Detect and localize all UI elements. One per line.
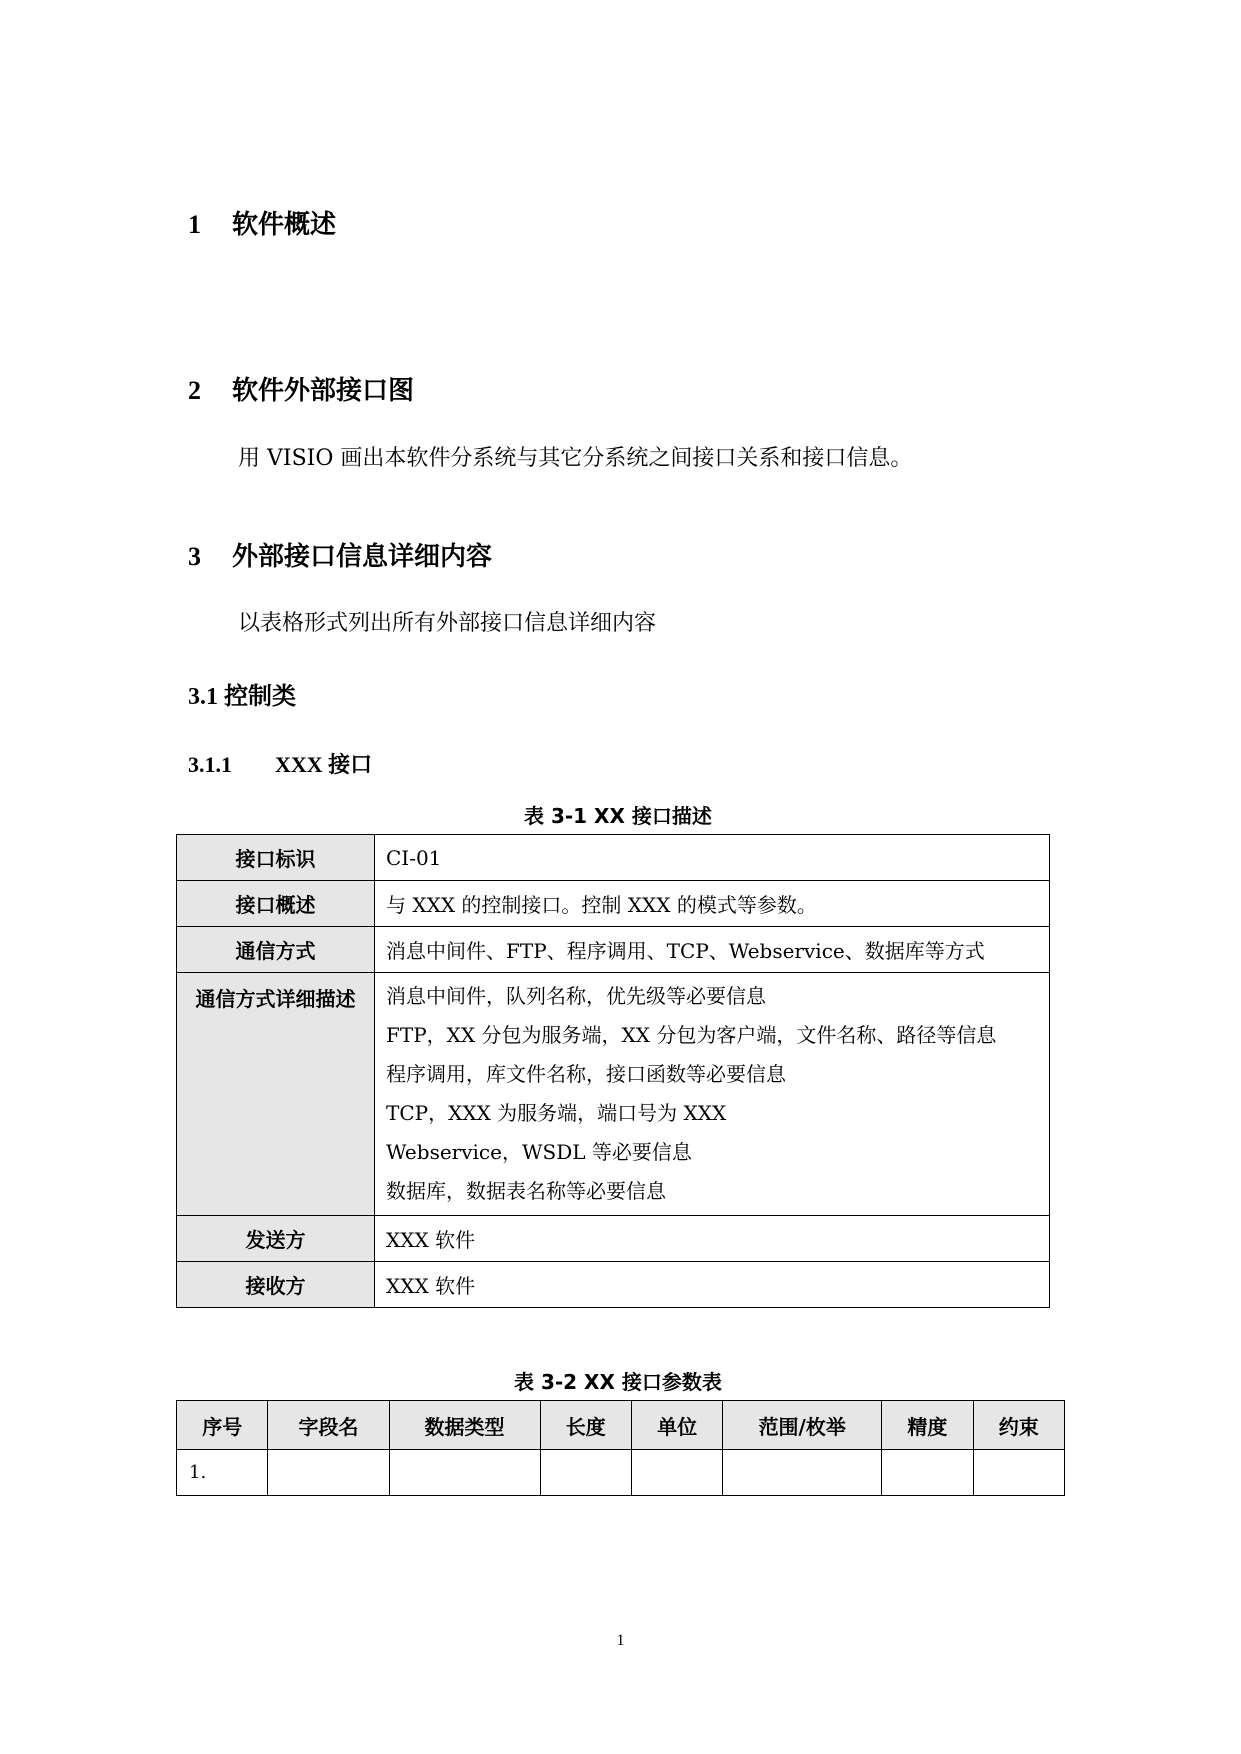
- heading-title: XXX 接口: [275, 752, 373, 777]
- heading-title: 控制类: [224, 682, 296, 710]
- heading-number: 3: [188, 542, 201, 571]
- table1-caption: 表 3-1 XX 接口描述: [524, 804, 712, 828]
- row-value: XXX 软件: [375, 1216, 1050, 1262]
- table-cell: 1.: [177, 1450, 268, 1496]
- row-key: 接口概述: [177, 881, 375, 927]
- column-header: 单位: [631, 1401, 722, 1450]
- row-value-multiline: [375, 973, 1050, 1216]
- row-value: CI-01: [375, 835, 1050, 881]
- heading-title: 外部接口信息详细内容: [232, 542, 493, 572]
- table-row: [177, 1450, 1065, 1496]
- column-header: 数据类型: [389, 1401, 540, 1450]
- row-key: 发送方: [177, 1216, 375, 1262]
- description-line: 程序调用，库文件名称，接口函数等必要信息: [386, 1062, 786, 1086]
- heading-number: 3.1: [188, 684, 218, 710]
- interface-description-table: [176, 834, 1050, 1308]
- heading-2: [188, 370, 414, 407]
- heading-number: 3.1.1: [188, 752, 232, 777]
- table-row: [177, 1216, 1050, 1262]
- row-key: 通信方式: [177, 927, 375, 973]
- row-key: 接口标识: [177, 835, 375, 881]
- column-header: 约束: [973, 1401, 1064, 1450]
- interface-parameter-table: [176, 1400, 1065, 1496]
- description-line: Webservice，WSDL 等必要信息: [386, 1140, 692, 1164]
- table-cell: [540, 1450, 631, 1496]
- table-cell: [389, 1450, 540, 1496]
- heading-title: 软件外部接口图: [232, 376, 415, 406]
- row-key: 接收方: [177, 1262, 375, 1308]
- column-header: 长度: [540, 1401, 631, 1450]
- table-cell: [723, 1450, 882, 1496]
- table-row: [177, 1262, 1050, 1308]
- row-key: 通信方式详细描述: [177, 973, 375, 1216]
- description-line: 数据库，数据表名称等必要信息: [386, 1179, 666, 1203]
- heading-3-1: [188, 676, 296, 711]
- column-header: 范围/枚举: [723, 1401, 882, 1450]
- table-cell: [973, 1450, 1064, 1496]
- table-cell: [882, 1450, 973, 1496]
- heading-number: 1: [188, 210, 201, 239]
- column-header: 序号: [177, 1401, 268, 1450]
- heading-3-1-1: [188, 748, 372, 779]
- row-value: 消息中间件、FTP、程序调用、TCP、Webservice、数据库等方式: [375, 927, 1050, 973]
- heading-number: 2: [188, 376, 201, 405]
- table-row: [177, 973, 1050, 1216]
- paragraph-interface-diagram: 用 VISIO 画出本软件分系统与其它分系统之间接口关系和接口信息。: [238, 446, 913, 471]
- table2-caption: 表 3-2 XX 接口参数表: [514, 1370, 722, 1394]
- table-row: [177, 927, 1050, 973]
- description-line: 消息中间件，队列名称，优先级等必要信息: [386, 984, 766, 1008]
- table-row: [177, 881, 1050, 927]
- heading-title: 软件概述: [232, 210, 337, 240]
- heading-1: [188, 204, 336, 241]
- paragraph-interface-details: 以表格形式列出所有外部接口信息详细内容: [238, 611, 657, 636]
- table-cell: [631, 1450, 722, 1496]
- column-header: 字段名: [268, 1401, 389, 1450]
- row-value: XXX 软件: [375, 1262, 1050, 1308]
- heading-3: [188, 536, 492, 573]
- table-header-row: [177, 1401, 1065, 1450]
- column-header: 精度: [882, 1401, 973, 1450]
- table-row: [177, 835, 1050, 881]
- page-number: 1: [616, 1632, 625, 1649]
- row-value: 与 XXX 的控制接口。控制 XXX 的模式等参数。: [375, 881, 1050, 927]
- table-cell: [268, 1450, 389, 1496]
- description-line: FTP，XX 分包为服务端，XX 分包为客户端，文件名称、路径等信息: [386, 1023, 997, 1047]
- description-line: TCP，XXX 为服务端，端口号为 XXX: [386, 1101, 727, 1125]
